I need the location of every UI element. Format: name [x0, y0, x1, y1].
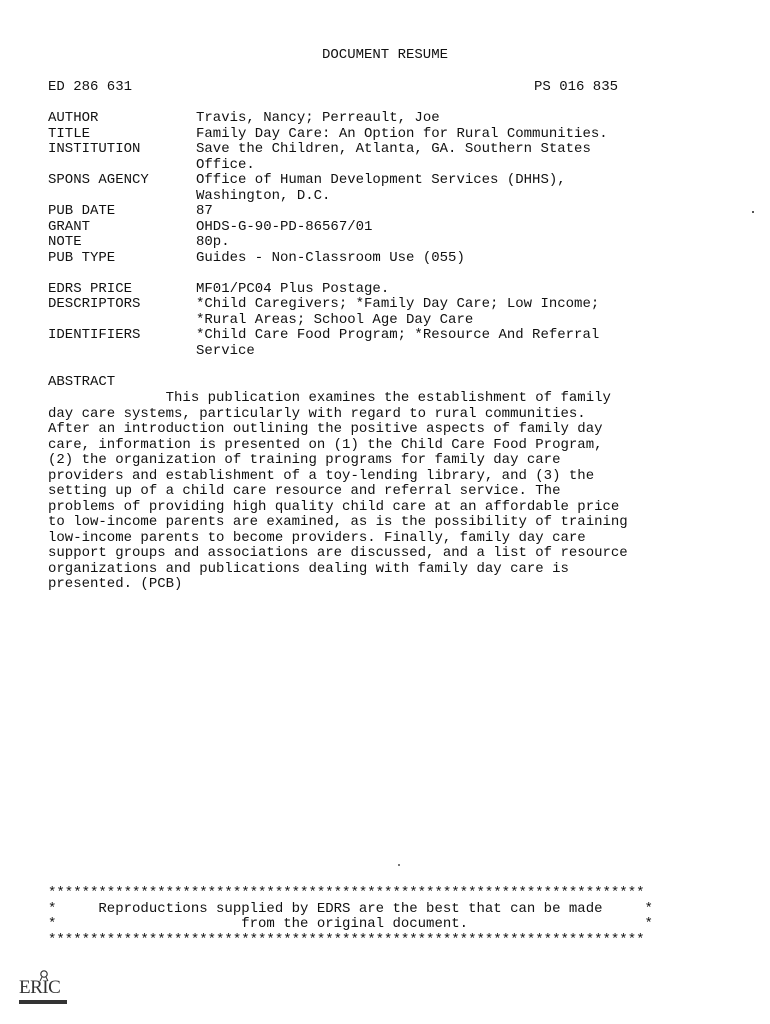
ed-number: ED 286 631 — [48, 79, 133, 95]
field-value-spons-agency: Office of Human Development Services (DHHS), Washington, D.C. — [196, 172, 566, 204]
eric-logo-text: ERIC — [19, 977, 61, 998]
field-value-title: Family Day Care: An Option for Rural Communities. — [196, 126, 608, 142]
reproduction-notice — [48, 886, 653, 948]
notice-line-2: * from the original document. * — [48, 916, 653, 932]
field-label-identifiers: IDENTIFIERS — [48, 327, 141, 343]
document-title: DOCUMENT RESUME — [321, 47, 449, 63]
scan-speck — [752, 211, 754, 213]
abstract-label: ABSTRACT — [48, 374, 116, 390]
field-value-pub-date: 87 — [196, 203, 213, 219]
field-value-descriptors: *Child Caregivers; *Family Day Care; Low Income; *Rural Areas; School Age Day Care — [196, 296, 600, 328]
field-label-descriptors: DESCRIPTORS — [48, 296, 141, 312]
field-value-note: 80p. — [196, 234, 230, 250]
field-label-note: NOTE — [48, 234, 82, 250]
scan-speck — [398, 864, 400, 866]
notice-stars-top: *********************************************************************** — [48, 885, 645, 901]
field-value-edrs-price: MF01/PC04 Plus Postage. — [196, 281, 390, 297]
field-label-author: AUTHOR — [48, 110, 99, 126]
field-value-institution: Save the Children, Atlanta, GA. Southern States Office. — [196, 141, 591, 173]
field-label-institution: INSTITUTION — [48, 141, 141, 157]
ps-number: PS 016 835 — [534, 79, 619, 95]
field-value-identifiers: *Child Care Food Program; *Resource And Referral Service — [196, 327, 600, 359]
field-value-author: Travis, Nancy; Perreault, Joe — [196, 110, 440, 126]
notice-stars-bottom: *********************************************************************** — [48, 931, 645, 948]
abstract-text: This publication examines the establishment of family day care systems, particularly with regard to rural communities. After an introduction outlining the positive aspects of family day care, information is presented on (1) the Child Care Food Program, (2) the organization of training programs for family day care providers and establishment of a toy-lending library, and (3) the setting up of a child care resource and referral service. The problems of providing high quality child care at an affordable price to low-income parents are examined, as is the possibility of training low-income parents to become providers. Finally, family day care support groups and associations are discussed, and a list of resource organizations and publications dealing with family day care is presented. (PCB) — [48, 390, 628, 592]
field-label-title: TITLE — [48, 126, 91, 142]
field-label-edrs-price: EDRS PRICE — [48, 281, 133, 297]
notice-line-1: * Reproductions supplied by EDRS are the best that can be made * — [48, 900, 653, 917]
field-label-pub-type: PUB TYPE — [48, 250, 116, 266]
field-value-pub-type: Guides - Non-Classroom Use (055) — [196, 250, 465, 266]
field-label-pub-date: PUB DATE — [48, 203, 116, 219]
eric-logo — [18, 969, 70, 1005]
field-label-spons-agency: SPONS AGENCY — [48, 172, 149, 188]
field-label-grant: GRANT — [48, 219, 91, 235]
field-value-grant: OHDS-G-90-PD-86567/01 — [196, 219, 373, 235]
